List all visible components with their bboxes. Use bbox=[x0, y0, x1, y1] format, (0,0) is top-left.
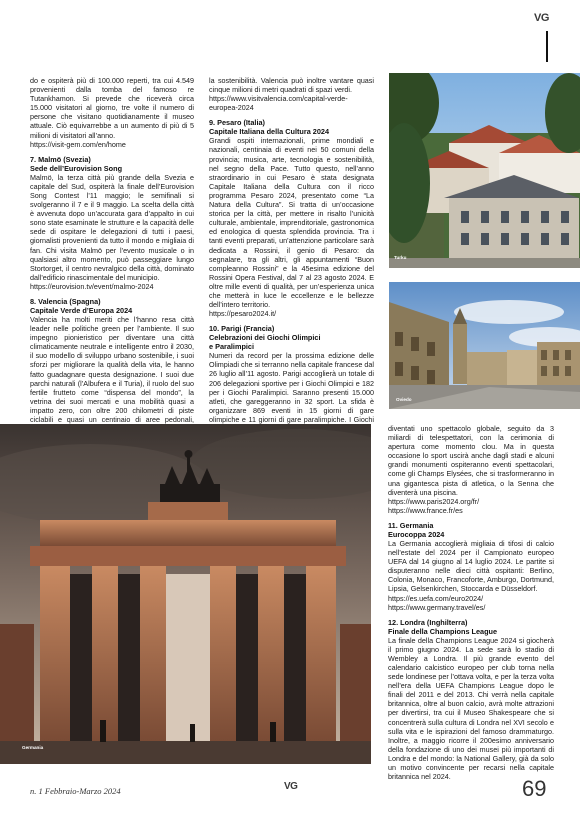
caption-berlin: Germania bbox=[22, 745, 44, 750]
section-valencia-title: 8. Valencia (Spagna) bbox=[30, 296, 101, 306]
section-londra-body: La finale della Champions League 2024 si giocherà il primo giugno 2024. La sede sarà lo stadio di Wembley a Londra. Il più grande evento del calendario calcistico europeo per club torna nella sede londinese per l’ottava volta, e per la terza volta nell’era della UEFA Champions League dopo le finali del 2011 e del 2013. Chi verrà nella capitale britannica, oltre al buon calcio, avrà molte attrazioni per divertirsi, tra cui il Museo Shakespeare che si concentrerà sulla cultura di Londra nel XVI secolo e sulla vita e le ispirazioni del famoso drammaturgo. Inoltre, a maggio ricorre il 200esimo anniversario della fondazione di uno dei musei più importanti di Londra e del mondo: la National Gallery, già da solo un motivo convincente per recarsi nella capitale britannica nel 2024. bbox=[388, 635, 554, 782]
section-londra bbox=[388, 618, 554, 782]
column-2 bbox=[209, 76, 374, 439]
brandenburg-gate-illustration bbox=[0, 424, 371, 764]
issue-label: n. 1 Febbraio-Marzo 2024 bbox=[30, 786, 121, 796]
section-malmo bbox=[30, 155, 194, 291]
intro-section bbox=[30, 76, 194, 149]
valencia-link[interactable]: https://www.visitvalencia.com/capital-verde-europea-2024 bbox=[209, 94, 348, 113]
section-germania bbox=[388, 521, 554, 612]
intro-link[interactable]: https://visit-gem.com/en/home bbox=[30, 139, 126, 149]
section-germania-link-2[interactable]: https://www.germany.travel/es/ bbox=[388, 602, 486, 612]
photo-turku bbox=[389, 73, 580, 268]
caption-oviedo: Oviedo bbox=[396, 397, 412, 402]
section-malmo-body: Malmö, la terza città più grande della Svezia e capitale del Sud, ospiterà la finale dell’Eurovision Song Contest l’11 maggio; le semifinali si svolgeranno il 7 e il 9 maggio. La scelta della città è avvenuta dopo un’accurata gara d’appalto in cui sono state esaminate le strutture e la capacità delle sede di ospitare le delegazioni di tutti i paesi, giornalisti provenienti da tutto il mondo e migliaia di fan. Chi visita Malmö per l’evento musicale o in qualsiasi altro momento, può passeggiare lungo Stortorget, il centro nevralgico della città, dominato dall’edificio rinascimentale del municipio. bbox=[30, 172, 194, 282]
section-valencia bbox=[30, 297, 194, 433]
section-germania-subtitle: Eurocoppa 2024 bbox=[388, 529, 445, 539]
parigi-link-2[interactable]: https://www.france.fr/es bbox=[388, 505, 463, 515]
turku-illustration bbox=[389, 73, 580, 268]
section-valencia-body: Valencia ha molti meriti che l’hanno resa città leader nelle politiche green per l’ambiente. Il suo impegno pionieristico per diventare una città climaticamente neutrale e intelligente entro il 2030, il suo modello di sviluppo urbano sostenibile, i suoi sforzi per migliorare la qualità della vita, le hanno fatto guadagnare questa designazione. I suoi due parchi naturali (l’Albufera e il Turia), il ruolo del suo fertile frutteto come “dispensa del mondo”, la vetrina dei suoi mercati e una mobilità quasi a impatto zero, con oltre 200 chilometri di piste ciclabili e quasi un centinaio di aree pedonali, bbox=[30, 314, 194, 424]
page-number: 69 bbox=[522, 776, 547, 801]
parigi-link-1[interactable]: https://www.paris2024.org/fr/ bbox=[388, 496, 480, 506]
section-parigi-subtitle: Celebrazioni dei Giochi Olimpici bbox=[209, 333, 321, 343]
section-parigi-body: Numeri da record per la prossima edizione delle Olimpiadi che si terranno nella capitale francese dal 26 luglio all’11 agosto. Parigi accoglierà un totale di 206 delegazioni sportive per i Giochi Olimpici e 182 per i Giochi Paralimpici. Saranno presenti 15.000 atleti, che gareggeranno in 32 sport. La sfida è organizzare 869 eventi in 15 giorni di gare olimpiche e 11 giorni di gare paralimpiche. I Giochi bbox=[209, 351, 374, 424]
section-germania-body: La Germania accoglierà migliaia di tifosi di calcio nell’estate del 2024 per il Campionato europeo UEFA dal 14 giugno al 14 luglio 2024. Le partite si disputeranno nelle dieci città ospitanti: Berlino, Colonia, Monaco, Francoforte, Amburgo, Dortmund, Lipsia, Gelsenkirchen, Stoccarda e Düsseldorf. bbox=[388, 538, 554, 594]
section-parigi bbox=[209, 324, 374, 433]
section-pesaro bbox=[209, 118, 374, 318]
oviedo-illustration bbox=[389, 282, 580, 409]
header-divider bbox=[546, 31, 548, 62]
section-malmo-title: 7. Malmö (Svezia) bbox=[30, 154, 91, 164]
section-malmo-subtitle: Sede dell’Eurovision Song bbox=[30, 163, 123, 173]
magazine-logo: VG bbox=[534, 12, 549, 24]
section-londra-title: 12. Londra (Inghilterra) bbox=[388, 617, 468, 627]
section-pesaro-body: Grandi ospiti internazionali, prime mondiali e nazionali, centinaia di eventi nei 50 comuni della provincia; musica, arte, tecnologia e sostenibilità, nel segno della Pace. Tutto questo, nell’anno straordinario in cui Pesaro è stata designata Capitale Italiana della Cultura con il ricco programma Pesaro 2024, presentato come “La Natura della Cultura”. Si tratta di un’occasione storica per la città, per mettere in risalto l’unicità culturale, ambientale, imprenditoriale, gastronomica ed enologica di questa splendida provincia. Tra i tanti eventi preparati, un’attenzione particolare sarà dedicata a Rossini, il genio di Pesaro: da segnalare, tra gli altri, gli appuntamenti “Buon compleanno Rossini” e la 45esima edizione del Rossini Opera Festival, dal 7 al 23 agosto 2024. E oltre mille eventi di qualità, per un’esperienza unica che metterà in luce le eccellenze e le bellezze dell’intero territorio. bbox=[209, 136, 374, 310]
section-pesaro-link[interactable]: https://pesaro2024.it/ bbox=[209, 309, 277, 319]
parigi-continued-text: diventati uno spettacolo globale, seguito da 3 miliardi di telespettatori, con la cerimonia di apertura come momento clou. Ma in questa occasione lo sport uscirà anche dagli stadi e alcuni grandi monumenti ospiteranno eventi spettacolari, come gli Champs Elysées, che si trasformeranno in una gigantesca pista di atletica, o la Senna che diventerà una piscina. bbox=[388, 424, 554, 497]
section-germania-title: 11. Germania bbox=[388, 520, 434, 530]
caption-turku: Turku bbox=[394, 255, 407, 260]
section-londra-subtitle: Finale della Champions League bbox=[388, 626, 498, 636]
column-1 bbox=[30, 76, 194, 439]
section-malmo-link[interactable]: https://eurovision.tv/event/malmo-2024 bbox=[30, 281, 154, 291]
valencia-continued-text: la sostenibilità. Valencia può inoltre vantare quasi cinque milioni di metri quadrati di spazi verdi. bbox=[209, 76, 374, 95]
valencia-continued bbox=[209, 76, 374, 112]
section-parigi-title: 10. Parigi (Francia) bbox=[209, 324, 275, 334]
intro-text: do e ospiterà più di 100.000 reperti, tra cui 4.549 provenienti dalla tomba del famoso re Tutankhamon. Si prevede che riceverà circa 15.000 visitatori al giorno, tre volte il numero di persone che visitano quotidianamente il museo attuale. Ciò equivarrebbe a un aumento di più di 5 milioni di visitatori all’anno. bbox=[30, 76, 194, 140]
column-3 bbox=[388, 424, 554, 787]
section-pesaro-title: 9. Pesaro (Italia) bbox=[209, 118, 265, 128]
photo-berlin bbox=[0, 424, 371, 764]
photo-oviedo bbox=[389, 282, 580, 409]
footer-logo: VG bbox=[284, 781, 298, 792]
section-pesaro-subtitle: Capitale Italiana della Cultura 2024 bbox=[209, 127, 330, 137]
section-valencia-subtitle: Capitale Verde d’Europa 2024 bbox=[30, 305, 133, 315]
section-parigi-subtitle-2: e Paralimpici bbox=[209, 342, 255, 352]
parigi-continued bbox=[388, 424, 554, 515]
section-germania-link-1[interactable]: https://es.uefa.com/euro2024/ bbox=[388, 593, 484, 603]
